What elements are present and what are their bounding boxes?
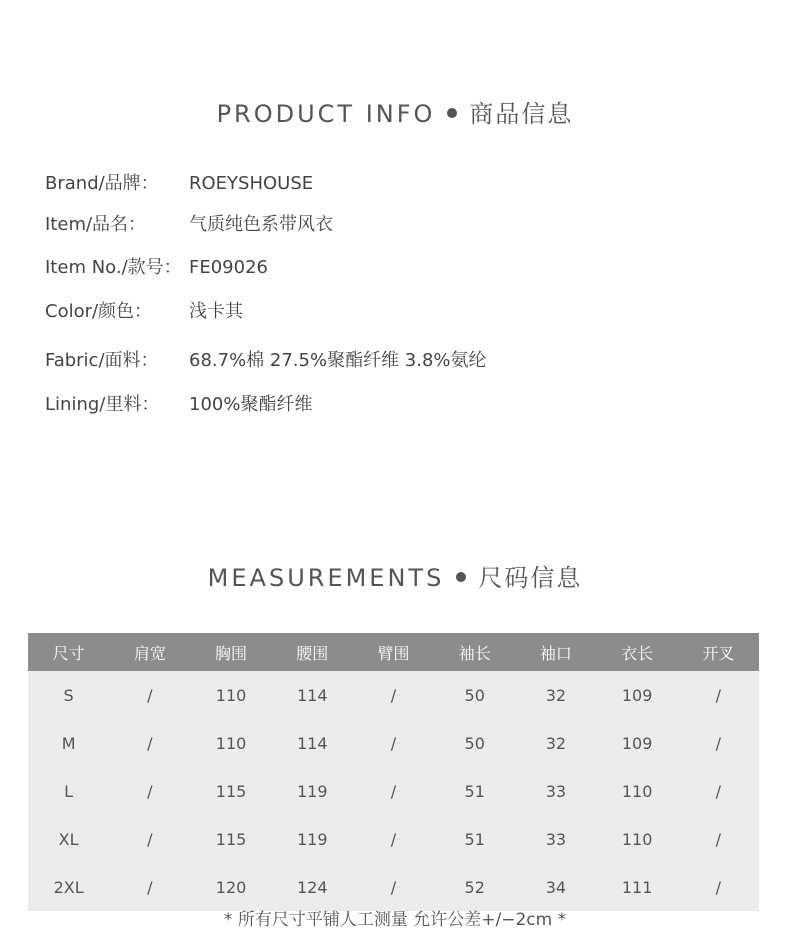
table-cell: 114: [296, 733, 328, 753]
table-row: [28, 719, 759, 767]
measurements-title-cn: 尺码信息: [478, 564, 583, 592]
measurements-title: [0, 558, 790, 593]
table-cell: /: [715, 829, 722, 849]
table-cell: 119: [296, 781, 328, 801]
table-cell: 51: [464, 829, 485, 849]
table-cell: /: [390, 877, 397, 897]
table-cell: 51: [464, 781, 485, 801]
info-value: ROEYSHOUSE: [189, 173, 314, 194]
table-cell: 120: [215, 877, 247, 897]
table-cell: 33: [545, 781, 567, 801]
table-cell: 110: [621, 781, 653, 801]
table-cell: /: [715, 877, 722, 897]
table-cell: 109: [621, 685, 653, 705]
table-cell: 110: [215, 685, 247, 705]
table-header-cell: 臂围: [353, 633, 434, 671]
table-cell: /: [390, 781, 397, 801]
table-cell: 110: [215, 733, 247, 753]
info-row-item: [45, 210, 333, 236]
table-cell: /: [390, 829, 397, 849]
info-value: FE09026: [189, 257, 268, 278]
info-label: Item/品名：: [45, 214, 147, 235]
table-cell: 109: [621, 733, 653, 753]
info-label: Color/颜色：: [45, 301, 153, 322]
table-header-cell: 肩宽: [109, 633, 190, 671]
info-label: Item No./款号：: [45, 257, 182, 278]
info-row-brand: [45, 169, 313, 195]
table-cell: 34: [545, 877, 567, 897]
table-header-cell: 胸围: [190, 633, 271, 671]
product-info-title-cn: 商品信息: [469, 100, 574, 128]
table-cell: 114: [296, 685, 328, 705]
table-cell: 32: [545, 685, 567, 705]
info-value: 气质纯色系带风衣: [189, 214, 333, 235]
table-cell: 33: [545, 829, 567, 849]
table-cell: 115: [215, 829, 247, 849]
table-cell: 2XL: [53, 877, 84, 897]
table-cell: /: [147, 877, 153, 897]
table-header-cell: 腰围: [272, 633, 353, 671]
info-value: 浅卡其: [189, 301, 243, 322]
info-label: Fabric/面料：: [45, 350, 159, 371]
table-cell: /: [147, 733, 153, 753]
table-cell: 50: [464, 685, 485, 705]
table-row: [28, 815, 759, 863]
table-header-cell: 尺寸: [28, 633, 109, 671]
measurements-title-en: MEASUREMENTS: [207, 564, 445, 592]
table-cell: /: [147, 781, 153, 801]
table-header-cell: 衣长: [597, 633, 678, 671]
table-cell: 115: [215, 781, 247, 801]
table-cell: M: [61, 733, 76, 753]
info-row-lining: [45, 390, 312, 416]
table-cell: 110: [621, 829, 653, 849]
table-cell: 111: [621, 877, 653, 897]
product-info-title-en: PRODUCT INFO: [216, 100, 436, 128]
table-header-cell: 开叉: [678, 633, 759, 671]
table-cell: 52: [464, 877, 485, 897]
info-row-color: [45, 297, 243, 323]
table-cell: 119: [296, 829, 328, 849]
table-cell: /: [147, 829, 153, 849]
table-cell: /: [715, 781, 722, 801]
table-cell: 32: [545, 733, 567, 753]
table-cell: XL: [58, 829, 79, 849]
table-cell: /: [147, 685, 153, 705]
measurements-table: [28, 633, 759, 911]
info-row-fabric: [45, 346, 487, 372]
info-value: 68.7%棉 27.5%聚酯纤维 3.8%氨纶: [189, 350, 487, 371]
info-value: 100%聚酯纤维: [189, 394, 313, 415]
table-cell: 50: [464, 733, 485, 753]
table-row: [28, 863, 759, 911]
table-header-row: [28, 633, 759, 671]
table-cell: /: [715, 733, 722, 753]
info-label: Brand/品牌：: [45, 173, 159, 194]
table-cell: S: [63, 685, 74, 705]
title-bullet-icon: [456, 572, 466, 582]
table-cell: /: [390, 685, 397, 705]
info-label: Lining/里料：: [45, 394, 160, 415]
info-row-item-no: [45, 253, 268, 279]
table-cell: L: [64, 781, 74, 801]
table-header-cell: 袖长: [434, 633, 515, 671]
table-cell: /: [715, 685, 722, 705]
measurement-footnote: * 所有尺寸平铺人工测量 允许公差+/−2cm *: [223, 910, 567, 930]
table-cell: 124: [296, 877, 328, 897]
table-cell: /: [390, 733, 397, 753]
table-header-cell: 袖口: [515, 633, 596, 671]
title-bullet-icon: [447, 108, 457, 118]
table-row: [28, 671, 759, 719]
product-info-title: [0, 94, 790, 129]
table-row: [28, 767, 759, 815]
